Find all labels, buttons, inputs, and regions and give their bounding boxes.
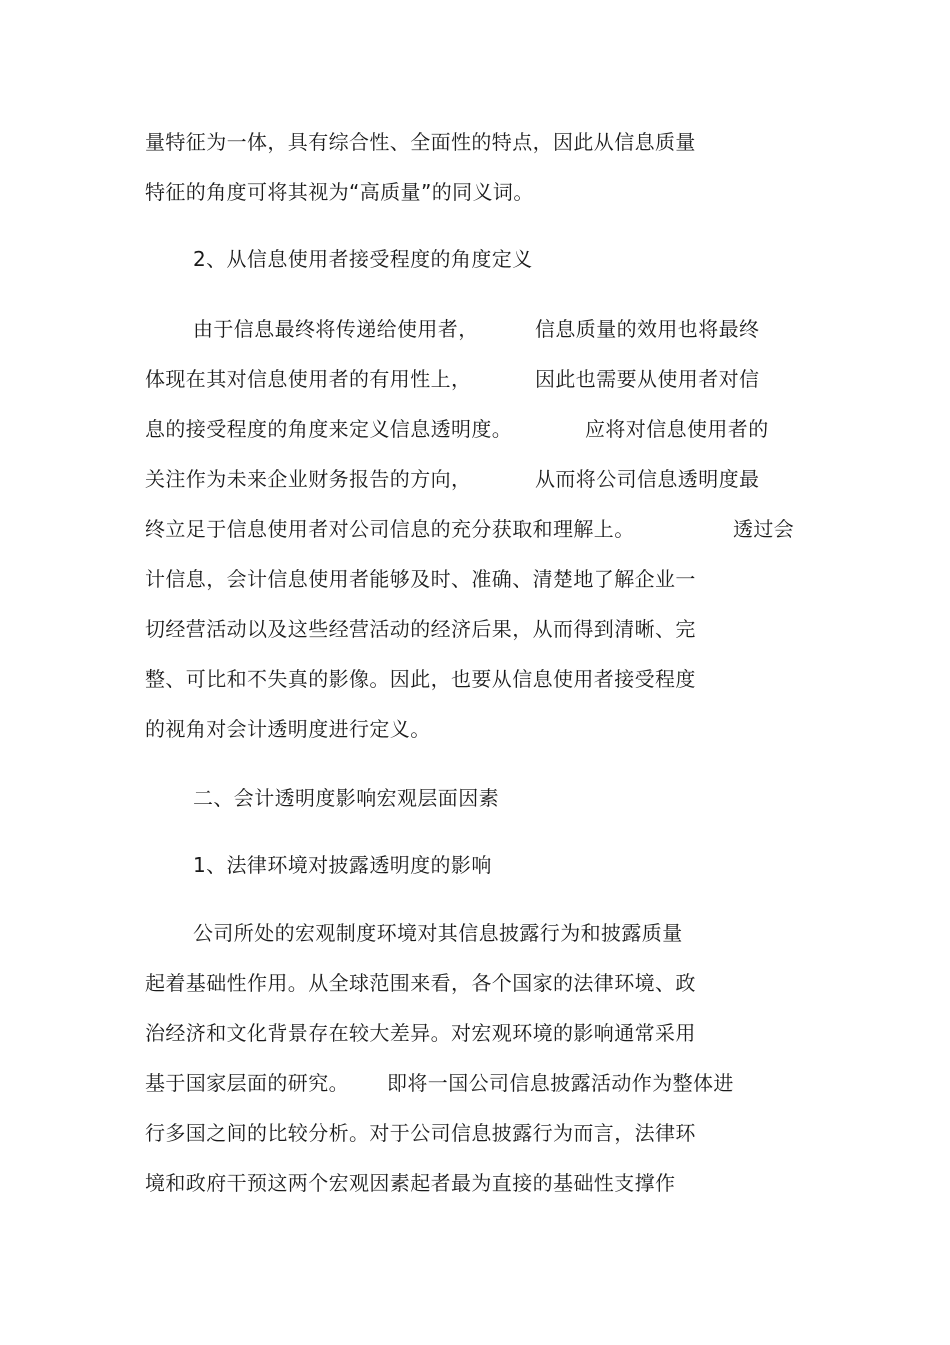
subsection-heading: [193, 852, 492, 878]
paragraph-line: [145, 1120, 696, 1146]
text-segment: 特征的角度可将其视为“高质量”的同义词。: [145, 180, 534, 204]
heading-text: 二、会计透明度影响宏观层面因素: [193, 786, 499, 810]
text-segment: 从而将公司信息透明度最: [535, 467, 760, 491]
heading-text: 2、从信息使用者接受程度的角度定义: [193, 247, 533, 271]
text-segment: 信息质量的效用也将最终: [535, 317, 760, 341]
text-segment: 切经营活动以及这些经营活动的经济后果，从而得到清晰、完: [145, 617, 696, 641]
paragraph-line: [0, 416, 950, 442]
paragraph-line: [145, 716, 431, 742]
text-segment: 量特征为一体，具有综合性、全面性的特点，因此从信息质量: [145, 130, 696, 154]
text-segment: 计信息，会计信息使用者能够及时、准确、清楚地了解企业一: [145, 567, 696, 591]
paragraph-line: [193, 920, 683, 946]
paragraph-line: [145, 129, 696, 155]
text-segment: 起着基础性作用。从全球范围来看，各个国家的法律环境、政: [145, 971, 696, 995]
paragraph-line: [145, 666, 696, 692]
text-segment: 透过会: [733, 517, 795, 541]
paragraph-line: [0, 316, 950, 342]
text-segment: 的视角对会计透明度进行定义。: [145, 717, 431, 741]
text-segment: 因此也需要从使用者对信: [535, 367, 760, 391]
text-segment: 基于国家层面的研究。: [145, 1071, 349, 1095]
text-segment: 行多国之间的比较分析。对于公司信息披露行为而言，法律环: [145, 1121, 696, 1145]
heading-text: 1、法律环境对披露透明度的影响: [193, 853, 492, 877]
paragraph-line: [145, 179, 534, 205]
paragraph-line: [0, 466, 950, 492]
paragraph-line: [0, 1070, 950, 1096]
paragraph-line: [145, 616, 696, 642]
text-segment: 息的接受程度的角度来定义信息透明度。: [145, 417, 513, 441]
text-segment: 应将对信息使用者的: [585, 417, 769, 441]
paragraph-line: [145, 1170, 675, 1196]
text-segment: 公司所处的宏观制度环境对其信息披露行为和披露质量: [193, 921, 683, 945]
paragraph-line: [0, 516, 950, 542]
section-heading: [193, 785, 499, 811]
text-segment: 关注作为未来企业财务报告的方向，: [145, 467, 472, 491]
section-heading: [193, 246, 533, 272]
text-segment: 境和政府干预这两个宏观因素起者最为直接的基础性支撑作: [145, 1171, 676, 1195]
paragraph-line: [145, 566, 696, 592]
text-segment: 终立足于信息使用者对公司信息的充分获取和理解上。: [145, 517, 635, 541]
text-segment: 治经济和文化背景存在较大差异。对宏观环境的影响通常采用: [145, 1021, 696, 1045]
paragraph-line: [145, 970, 696, 996]
text-segment: 整、可比和不失真的影像。因此，也要从信息使用者接受程度: [145, 667, 696, 691]
paragraph-line: [0, 366, 950, 392]
text-segment: 即将一国公司信息披露活动作为整体进: [387, 1071, 734, 1095]
paragraph-line: [145, 1020, 696, 1046]
text-segment: 体现在其对信息使用者的有用性上，: [145, 367, 472, 391]
text-segment: 由于信息最终将传递给使用者，: [193, 317, 479, 341]
